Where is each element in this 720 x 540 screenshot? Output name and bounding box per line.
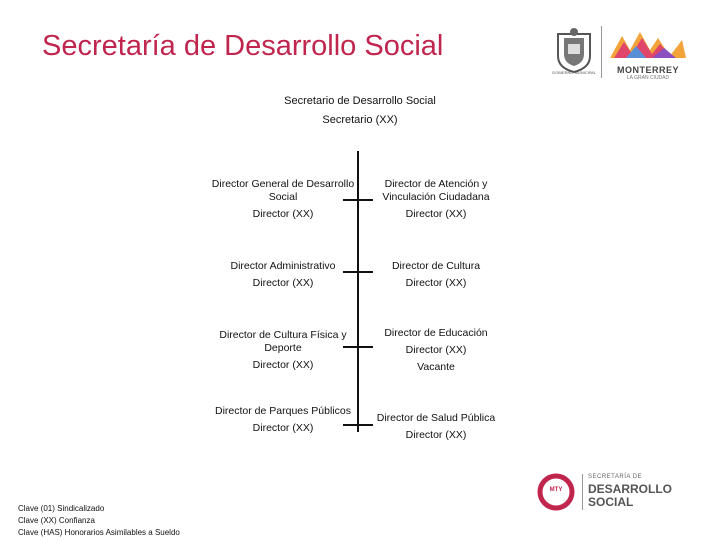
org-node-title: Director de Cultura [391, 260, 481, 272]
org-node-title: Director de Educación [384, 327, 488, 339]
org-node-right-2 [361, 260, 511, 290]
top-node-title: Secretario de Desarrollo Social [284, 95, 436, 107]
secretaria-line-2: SOCIAL [588, 495, 634, 509]
secretaria-small-label: SECRETARÍA DE [588, 474, 643, 480]
org-node-subtitle: Director (XX) [405, 277, 467, 289]
legend-line: Clave (01) Sindicalizado [18, 504, 105, 513]
secretaria-line-1: DESARROLLO [588, 482, 672, 496]
page-title: Secretaría de Desarrollo Social [42, 30, 444, 62]
org-node-left-1 [208, 178, 358, 221]
org-node-left-2 [208, 260, 358, 290]
org-node-title: Director de Parques Públicos [215, 405, 351, 417]
org-node-right-1 [361, 178, 511, 221]
org-node-title: Director General de Desarrollo Social [211, 178, 355, 203]
org-node-title: Director de Salud Pública [376, 412, 496, 424]
org-node-right-4 [361, 412, 511, 442]
monterrey-logo [608, 28, 688, 81]
legend-line: Clave (HAS) Honorarios Asimilables a Sueldo [18, 528, 180, 537]
org-node-status: Vacante [417, 361, 455, 373]
top-node [270, 94, 450, 127]
monterrey-name: MONTERREY [616, 65, 679, 75]
org-node-title: Director Administrativo [230, 260, 336, 272]
secretaria-divider [582, 474, 583, 510]
municipal-seal-caption: GOBIERNO MUNICIPAL [551, 70, 597, 75]
legend-line: Clave (XX) Confianza [18, 516, 95, 525]
org-node-subtitle: Director (XX) [252, 277, 314, 289]
org-node-title: Director de Atención y Vinculación Ciudadana [382, 178, 490, 203]
org-node-right-3 [361, 327, 511, 374]
org-node-subtitle: Director (XX) [252, 359, 314, 371]
org-node-left-4 [208, 405, 358, 435]
org-node-left-3 [208, 329, 358, 372]
secretaria-logo [532, 470, 702, 514]
org-node-subtitle: Director (XX) [405, 344, 467, 356]
org-node-subtitle: Director (XX) [252, 208, 314, 220]
org-node-title: Director de Cultura Física y Deporte [219, 329, 347, 354]
org-node-subtitle: Director (XX) [252, 422, 314, 434]
secretaria-badge-text: MTY [549, 487, 563, 493]
monterrey-tagline: LA GRAN CIUDAD [626, 75, 670, 81]
municipal-seal-logo [552, 26, 596, 76]
logo-divider [601, 26, 602, 78]
org-node-subtitle: Director (XX) [405, 429, 467, 441]
org-node-subtitle: Director (XX) [405, 208, 467, 220]
legend [18, 503, 180, 539]
top-node-subtitle: Secretario (XX) [322, 114, 398, 126]
